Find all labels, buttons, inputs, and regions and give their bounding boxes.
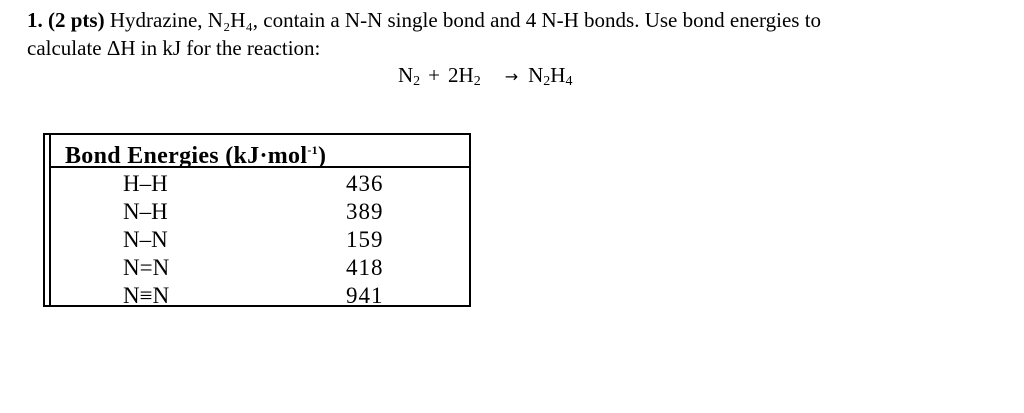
table-body [51,168,469,310]
question-points: (2 pts) [48,8,105,32]
table-row [51,226,469,254]
table-row [51,282,469,310]
bond-energies-table [43,133,471,307]
bond-type: N–H [123,199,168,224]
bond-energy-value: 159 [346,227,384,252]
question-text [27,6,1007,62]
reaction-equation [398,63,572,90]
bond-energy-value: 941 [346,283,384,308]
reaction-arrow-icon: → [504,67,519,86]
bond-energy-value: 436 [346,171,384,196]
bond-type: N–N [123,227,168,252]
table-row [51,170,469,198]
question-line-1 [27,6,1007,34]
question-line-2: calculate ΔH in kJ for the reaction: [27,36,321,60]
table-row [51,198,469,226]
bond-type: H–H [123,171,168,196]
table-header: Bond Energies (kJ·mol$^{-1}$) [51,135,469,168]
bond-energy-value: 389 [346,199,384,224]
reactant-h2: 2H2 [448,63,481,89]
question-number: 1. [27,8,43,32]
plus-sign: + [428,63,441,87]
question-line1-text: Hydrazine, N₂H₄, contain a N-N single bond and 4 N-H bonds. Use bond energies to [104,8,822,32]
reactant-n2: N2 [398,63,421,89]
bond-energy-value: 418 [346,255,384,280]
table-row [51,254,469,282]
product-n2h4: N2H4 [528,63,573,89]
bond-type: N≡N [123,283,170,308]
bond-type: N=N [123,255,170,280]
